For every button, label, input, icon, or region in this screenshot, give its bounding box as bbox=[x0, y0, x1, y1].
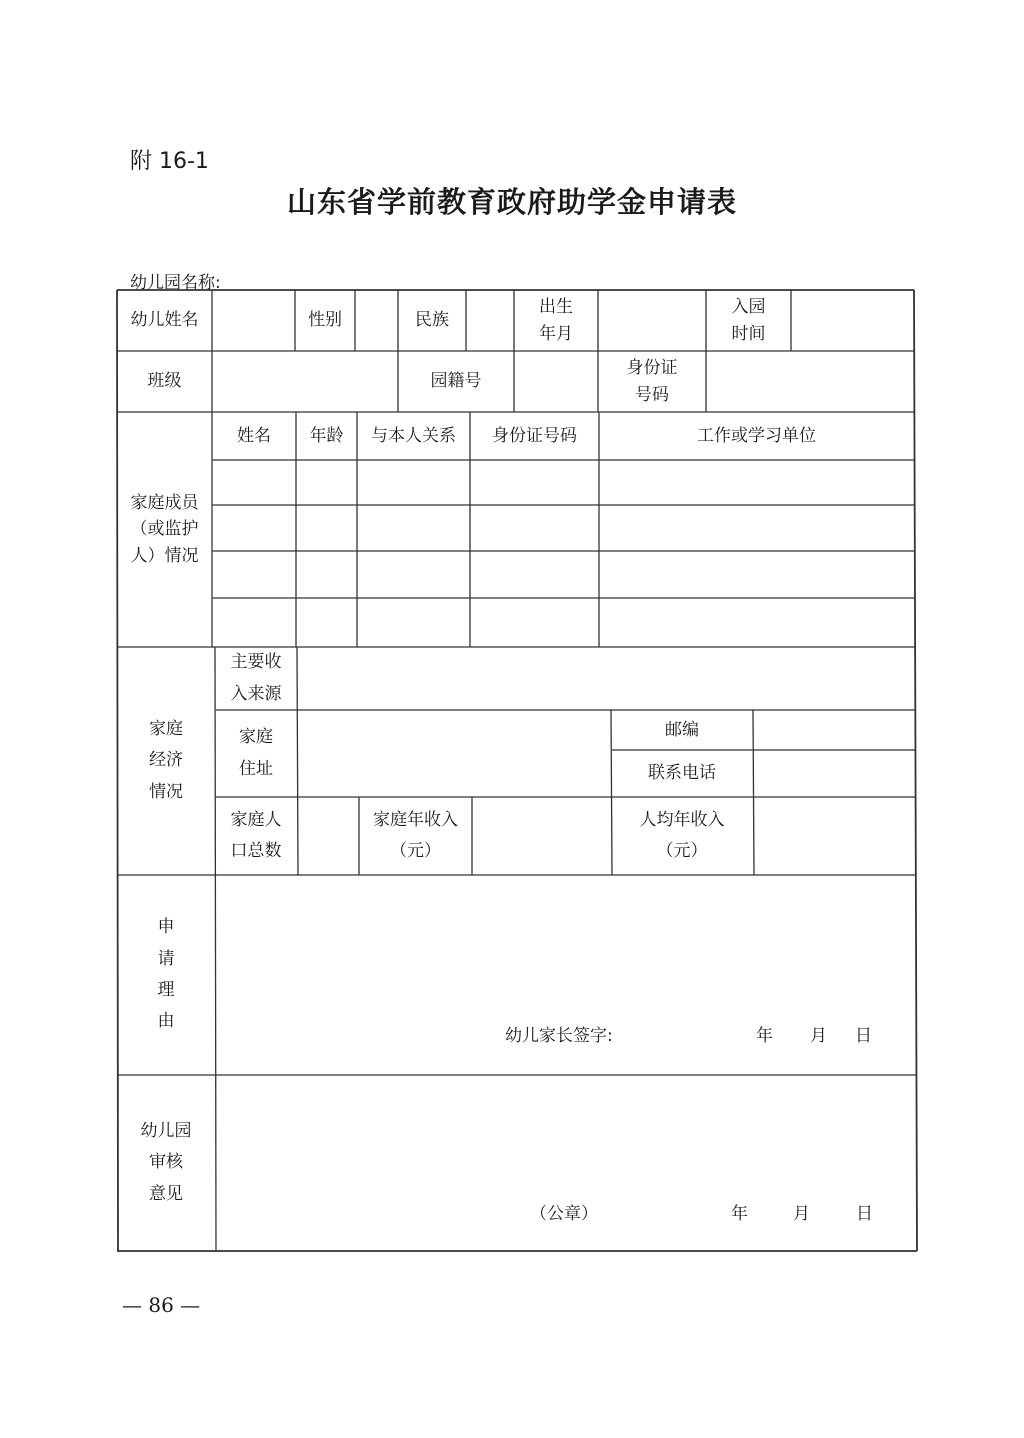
family-member-row[interactable] bbox=[212, 460, 914, 505]
application-reason-field[interactable] bbox=[216, 875, 916, 1015]
id-number-label: 身份证 号码 bbox=[626, 358, 678, 405]
kindergarten-review-field[interactable] bbox=[216, 1075, 916, 1195]
child-name-field[interactable] bbox=[212, 290, 295, 351]
ethnicity-field[interactable] bbox=[466, 290, 514, 351]
home-address-field[interactable] bbox=[297, 710, 611, 797]
annual-income-field[interactable] bbox=[472, 797, 611, 875]
kindergarten-name-label: 幼儿园名称: bbox=[130, 273, 221, 293]
class-field[interactable] bbox=[212, 351, 398, 412]
column-header-workplace: 工作或学习单位 bbox=[697, 425, 816, 446]
school-id-field[interactable] bbox=[514, 351, 598, 412]
attachment-number: 附 16-1 bbox=[130, 149, 209, 174]
form-title: 山东省学前教育政府助学金申请表 bbox=[286, 185, 737, 219]
parent-signature-label: 幼儿家长签字: bbox=[505, 1026, 613, 1046]
application-reason-label: 申 请 理 由 bbox=[157, 917, 175, 1032]
family-members-section-label: 家庭成员 （或监护 人）情况 bbox=[130, 492, 199, 566]
family-population-label: 家庭人 口总数 bbox=[230, 809, 282, 861]
reason-day-label: 日 bbox=[855, 1026, 872, 1046]
income-source-label: 主要收 入来源 bbox=[230, 652, 282, 704]
income-source-field[interactable] bbox=[297, 647, 915, 710]
review-year-label: 年 bbox=[731, 1204, 748, 1224]
enrollment-date-field[interactable] bbox=[791, 290, 914, 351]
family-member-row[interactable] bbox=[212, 598, 914, 647]
phone-label: 联系电话 bbox=[648, 763, 716, 784]
birth-date-field[interactable] bbox=[598, 290, 706, 351]
column-header-relationship: 与本人关系 bbox=[371, 425, 456, 446]
reason-month-label: 月 bbox=[810, 1026, 827, 1046]
review-day-label: 日 bbox=[856, 1204, 873, 1224]
school-id-label: 园籍号 bbox=[430, 371, 482, 392]
economy-section-label: 家庭 经济 情况 bbox=[149, 718, 183, 802]
official-seal-label: （公章） bbox=[530, 1204, 598, 1224]
annual-income-label: 家庭年收入 （元） bbox=[373, 809, 458, 861]
postcode-field[interactable] bbox=[753, 710, 915, 750]
id-number-field[interactable] bbox=[706, 351, 914, 412]
gender-label: 性别 bbox=[308, 310, 342, 331]
page-number: — 86 — bbox=[122, 1293, 201, 1317]
ethnicity-label: 民族 bbox=[415, 310, 449, 331]
home-address-label: 家庭 住址 bbox=[239, 727, 273, 779]
column-header-age: 年龄 bbox=[309, 425, 344, 446]
review-month-label: 月 bbox=[793, 1204, 810, 1224]
column-header-name: 姓名 bbox=[237, 425, 271, 446]
enrollment-date-label: 入园 时间 bbox=[731, 297, 766, 344]
per-capita-income-label: 人均年收入 （元） bbox=[639, 809, 725, 861]
postcode-label: 邮编 bbox=[665, 719, 699, 740]
class-label: 班级 bbox=[147, 371, 182, 392]
column-header-id-number: 身份证号码 bbox=[492, 425, 577, 446]
reason-year-label: 年 bbox=[756, 1026, 773, 1046]
phone-field[interactable] bbox=[753, 750, 915, 797]
per-capita-income-field[interactable] bbox=[753, 797, 915, 875]
family-member-row[interactable] bbox=[212, 551, 914, 598]
child-name-label: 幼儿姓名 bbox=[130, 310, 199, 331]
kindergarten-review-label: 幼儿园 审核 意见 bbox=[140, 1120, 192, 1204]
birth-date-label: 出生 年月 bbox=[539, 297, 573, 344]
family-member-row[interactable] bbox=[212, 505, 914, 551]
family-population-field[interactable] bbox=[297, 797, 359, 875]
gender-field[interactable] bbox=[355, 290, 398, 351]
